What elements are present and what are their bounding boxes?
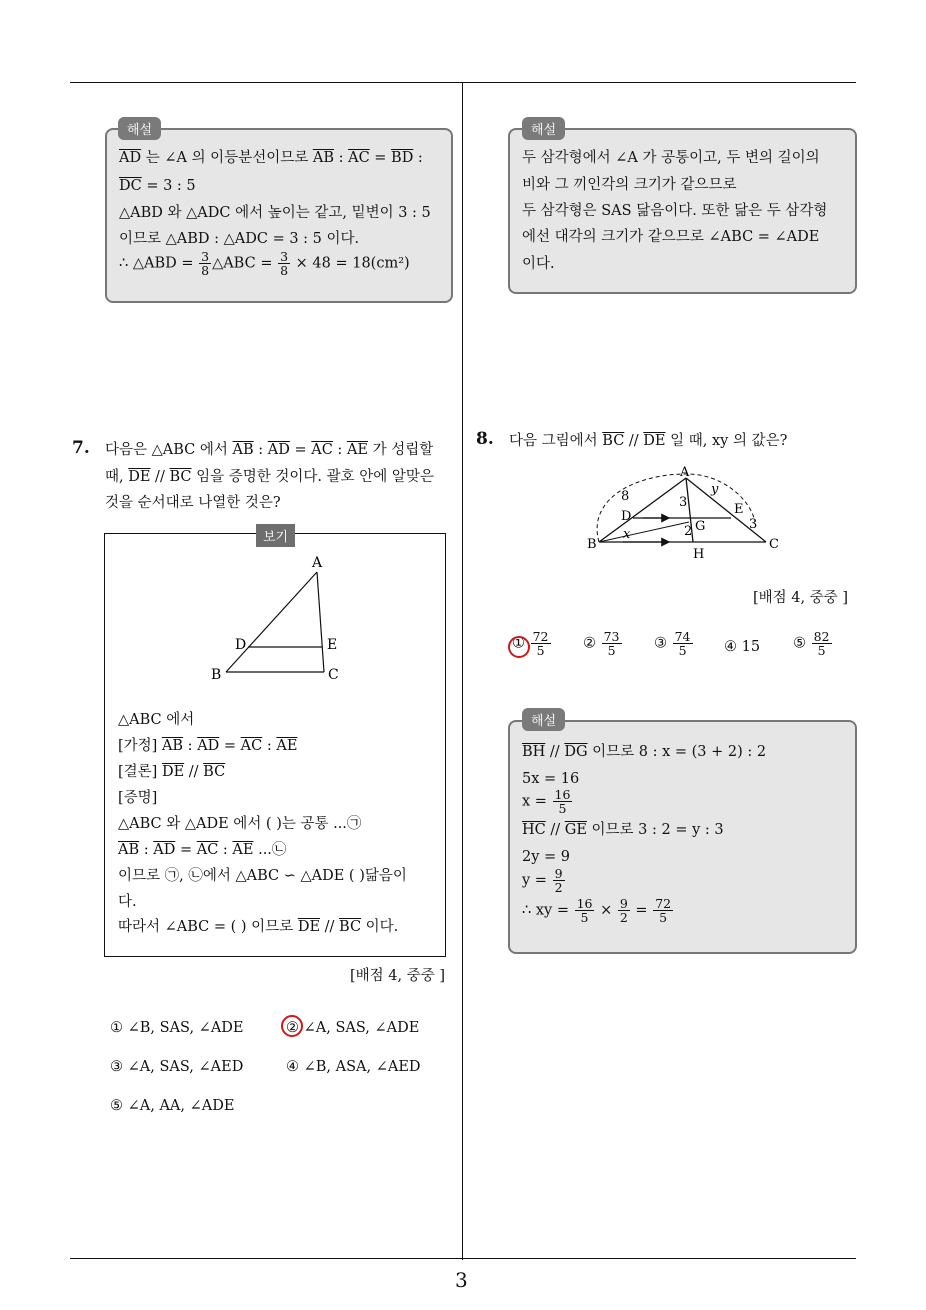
q7-box-line-9: 따라서 ∠ABC = ( ) 이므로 $\overline{DE} // \overline{BC}$ 이다. — [118, 919, 399, 935]
q7-choice-4[interactable]: ④ ∠B, ASA, ∠AED — [286, 1059, 421, 1075]
q7-score: [배점 4, 중중 ] — [350, 968, 446, 984]
q7-choice-5[interactable]: ⑤ ∠A, AA, ∠ADE — [110, 1098, 235, 1114]
q7-number: 7. — [72, 438, 90, 458]
q8-solution-line-1: $\overline{BH} // \overline{DG}$ 이므로 8 : x = (3 + 2) : 2 — [522, 744, 767, 760]
q8-label-2: 2 — [684, 524, 693, 539]
q8-label-g: G — [695, 519, 706, 534]
q7-side-ac — [317, 572, 324, 672]
right-solution-line-3: 두 삼각형은 SAS 닮음이다. 또한 닮은 두 삼각형 — [522, 203, 828, 219]
q7-label-c: C — [328, 667, 339, 683]
q7-text-line-2: 때, $\overline{DE} // \overline{BC}$ 임을 증명한 것이다. 괄호 안에 알맞은 — [105, 469, 434, 485]
q8-choice-3[interactable]: ③ $\frac{74}{5}$ — [654, 629, 691, 659]
left-solution-line-1: $\overline{AD}$ 는 ∠A 의 이등분선이므로 $\overline{AB}$ : $\overline{AC} = \overline{BD}$ : — [119, 150, 423, 166]
q8-solution-line-4: $\overline{HC} // \overline{GE}$ 이므로 3 : 2 = y : 3 — [522, 822, 724, 838]
right-solution-line-1: 두 삼각형에서 ∠A 가 공통이고, 두 변의 길이의 — [522, 150, 820, 166]
q8-choice-5[interactable]: ⑤ $\frac{82}{5}$ — [793, 629, 830, 659]
q8-label-e: E — [734, 502, 744, 517]
left-solution-line-3: △ABD 와 △ADC 에서 높이는 같고, 밑변이 3 : 5 — [119, 205, 431, 221]
q7-box-line-2: [가정] $\overline{AB}$ : $\overline{AD} = \overline{AC}$ : $\overline{AE}$ — [118, 738, 298, 754]
q7-box-line-6: $\overline{AB}$ : $\overline{AD} = \overline{AC}$ : $\overline{AE}$ ...㉡ — [118, 842, 287, 858]
left-solution-line-4: 이므로 △ABD : △ADC = 3 : 5 이다. — [119, 231, 360, 247]
q8-score: [배점 4, 중중 ] — [753, 590, 849, 606]
bottom-rule — [70, 1258, 856, 1259]
column-divider — [462, 82, 463, 1260]
q7-box-line-5: △ABC 와 △ADE 에서 ( )는 공통 ...㉠ — [118, 816, 362, 832]
q7-side-ab — [226, 572, 317, 672]
q8-choice-1[interactable]: ① $\frac{72}{5}$ — [512, 629, 549, 659]
right-solution-line-4: 에선 대각의 크기가 같으므로 ∠ABC = ∠ADE — [522, 229, 820, 245]
left-solution-tag: 해설 — [118, 117, 161, 140]
q7-label-e: E — [327, 637, 338, 653]
q8-label-x: x — [623, 527, 631, 542]
q7-choice-2[interactable]: ② ∠A, SAS, ∠ADE — [286, 1020, 420, 1036]
q8-choice-4[interactable]: ④ 15 — [724, 639, 761, 655]
left-solution-line-5: ∴ △ABD = $\frac{3}{8}$ △ABC = $\frac{3}{8}$ × 48 = 18(cm²) — [119, 249, 410, 279]
q8-dashed-arc — [597, 474, 758, 542]
q7-label-b: B — [211, 667, 222, 683]
q7-text-line-3: 것을 순서대로 나열한 것은? — [105, 495, 281, 511]
q8-question-text: 다음 그림에서 $\overline{BC} // \overline{DE}$ 일 때, xy 의 값은? — [509, 433, 788, 449]
q7-label-d: D — [235, 637, 247, 653]
q7-box-line-1: △ABC 에서 — [118, 712, 195, 728]
q8-label-y: y — [711, 482, 719, 497]
q8-solution-line-5: 2y = 9 — [522, 849, 571, 865]
q7-choice-1[interactable]: ① ∠B, SAS, ∠ADE — [110, 1020, 244, 1036]
right-solution-line-5: 이다. — [522, 256, 555, 272]
q8-solution-line-6: y = $\frac{9}{2}$ — [522, 866, 563, 896]
q7-box-line-8: 다. — [118, 894, 137, 910]
q7-box-line-4: [증명] — [118, 790, 158, 806]
q8-label-3-side: 3 — [749, 517, 758, 532]
q8-label-c: C — [769, 537, 779, 552]
q7-text-line-1: 다음은 △ABC 에서 $\overline{AB}$ : $\overline{AD} = \overline{AC}$ : $\overline{AE}$ 가 성립할 — [105, 442, 434, 458]
q7-label-a: A — [312, 555, 323, 571]
q8-figure — [583, 460, 783, 565]
q8-choice-2[interactable]: ② $\frac{73}{5}$ — [583, 629, 620, 659]
right-solution-line-2: 비와 그 끼인각의 크기가 같으므로 — [522, 177, 737, 193]
q8-number: 8. — [476, 429, 494, 449]
q8-label-h: H — [693, 547, 705, 562]
q8-solution-line-3: x = $\frac{16}{5}$ — [522, 787, 571, 817]
q8-solution-line-7: ∴ xy = $\frac{16}{5}$ × $\frac{9}{2}$ = $\frac{72}{5}$ — [522, 896, 672, 926]
q8-solution-tag: 해설 — [522, 708, 565, 731]
q8-answer-mark — [508, 636, 530, 658]
right-solution-box — [508, 128, 857, 294]
q8-label-8: 8 — [621, 489, 630, 504]
left-solution-box — [105, 128, 453, 303]
q7-example-tag: 보기 — [256, 524, 295, 547]
left-solution-line-2: $\overline{DC} = 3$ : 5 — [119, 178, 196, 194]
q7-box-line-7: 이므로 ㉠, ㉡에서 △ABC ∽ △ADE ( )닮음이 — [118, 868, 407, 884]
q8-label-d: D — [621, 509, 632, 524]
q7-box-line-3: [결론] $\overline{DE} // \overline{BC}$ — [118, 764, 226, 780]
q7-answer-mark — [281, 1015, 303, 1037]
q8-label-a: A — [680, 465, 690, 480]
page-number: 3 — [455, 1268, 468, 1292]
q8-solution-box — [508, 720, 857, 954]
top-rule — [70, 82, 856, 83]
right-solution-tag: 해설 — [522, 117, 565, 140]
q8-label-3-top: 3 — [679, 495, 688, 510]
q8-solution-line-2: 5x = 16 — [522, 771, 580, 787]
q7-triangle-figure — [200, 552, 350, 687]
q7-choice-3[interactable]: ③ ∠A, SAS, ∠AED — [110, 1059, 244, 1075]
q8-label-b: B — [587, 537, 597, 552]
